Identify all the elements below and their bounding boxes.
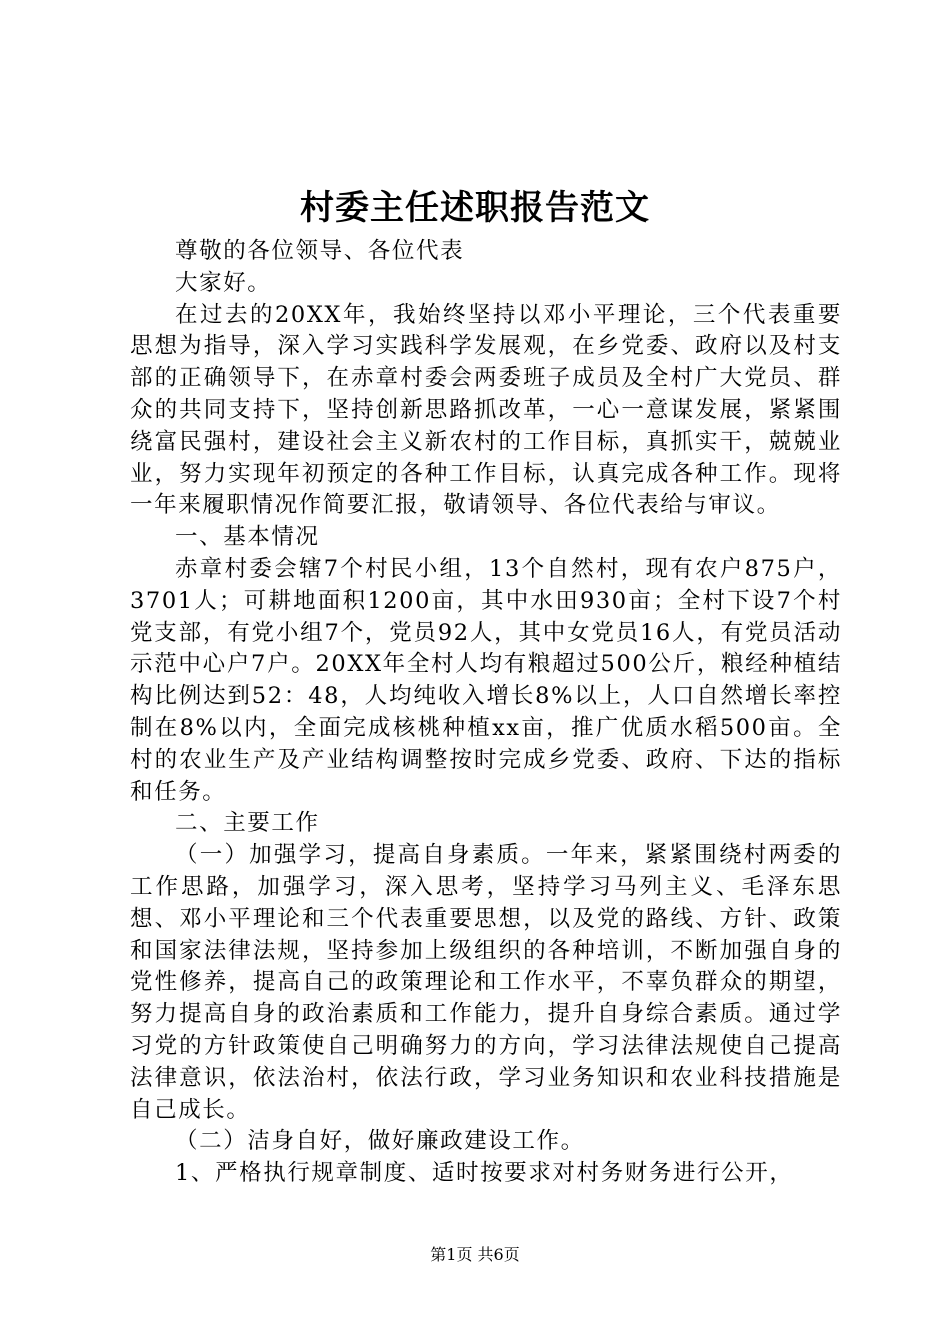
section-heading-basic: 一、基本情况 [175,524,320,551]
section-heading-main-work: 二、主要工作 [175,810,320,837]
document-title: 村委主任述职报告范文 [300,188,650,228]
paragraph-basic-info: 赤章村委会辖7个村民小组，13个自然村，现有农户875户，3701人；可耕地面积1200亩，其中水田930亩；全村下设7个村党支部，有党小组7个，党员92人，其中女党员16人，有党员活动示范中心户7户。20XX年全村人均有粮超过500公斤，粮经种植结构比例达到52：48，人均纯收入增长8%以上，人口自然增长率控制在8%以内，全面完成核桃种植xx亩，推广优质水稻500亩。全村的农业生产及产业结构调整按时完成乡党委、政府、下达的指标和任务。 [130,555,842,805]
paragraph-item-1: 1、严格执行规章制度、适时按要求对村务财务进行公开， [175,1160,794,1187]
subheading-integrity: （二）洁身自好，做好廉政建设工作。 [175,1128,585,1155]
paragraph-intro: 在过去的20XX年，我始终坚持以邓小平理论，三个代表重要思想为指导，深入学习实践科学发展观，在乡党委、政府以及村支部的正确领导下，在赤章村委会两委班子成员及全村广大党员、群众的共同支持下，坚持创新思路抓改革，一心一意谋发展，紧紧围绕富民强村，建设社会主义新农村的工作目标，真抓实干，兢兢业业，努力实现年初预定的各种工作目标，认真完成各种工作。现将一年来履职情况作简要汇报，敬请领导、各位代表给与审议。 [130,301,842,519]
document-body [130,236,842,1190]
paragraph-study: （一）加强学习，提高自身素质。一年来，紧紧围绕村两委的工作思路，加强学习，深入思考，坚持学习马列主义、毛泽东思想、邓小平理论和三个代表重要思想，以及党的路线、方针、政策和国家法律法规，坚持参加上级组织的各种培训，不断加强自身的党性修养，提高自己的政策理论和工作水平，不辜负群众的期望，努力提高自身的政治素质和工作能力，提升自身综合素质。通过学习党的方针政策使自己明确努力的方向，学习法律法规使自己提高法律意识，依法治村，依法行政，学习业务知识和农业科技措施是自己成长。 [130,842,842,1123]
paragraph-salutation: 尊敬的各位领导、各位代表 [175,238,465,264]
page-footer: 第1页 共6页 [430,1245,520,1264]
paragraph-greeting: 大家好。 [175,269,272,296]
